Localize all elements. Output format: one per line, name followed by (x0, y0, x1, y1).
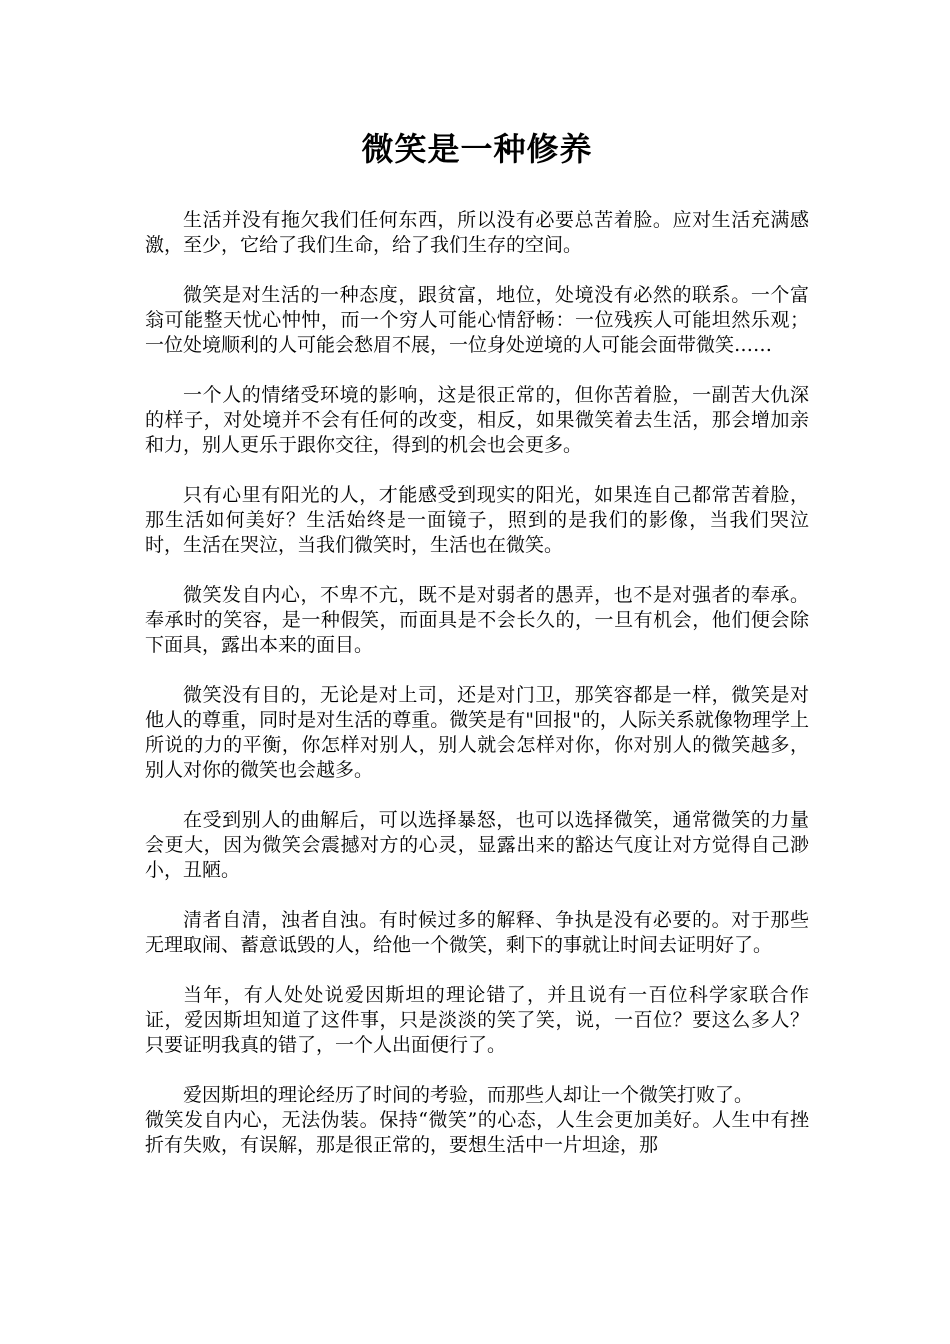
document-title: 微笑是一种修养 (361, 130, 593, 168)
paragraph-8: 清者自清，浊者自浊。有时候过多的解释、争执是没有必要的。对于那些无理取闹、蓄意诋毁的人，给他一个微笑，剩下的事就让时间去证明好了。 (145, 909, 809, 957)
paragraph-4: 只有心里有阳光的人，才能感受到现实的阳光，如果连自己都常苦着脸，那生活如何美好？生活始终是一面镜子，照到的是我们的影像，当我们哭泣时，生活在哭泣，当我们微笑时，生活也在微笑。 (145, 484, 809, 557)
document-page (145, 118, 809, 1158)
paragraph-3: 一个人的情绪受环境的影响，这是很正常的，但你苦着脸，一副苦大仇深的样子，对处境并不会有任何的改变，相反，如果微笑着去生活，那会增加亲和力，别人更乐于跟你交往，得到的机会也会更多。 (145, 384, 809, 457)
paragraph-5: 微笑发自内心，不卑不亢，既不是对弱者的愚弄，也不是对强者的奉承。奉承时的笑容，是一种假笑，而面具是不会长久的，一旦有机会，他们便会除下面具，露出本来的面目。 (145, 584, 809, 657)
paragraph-6: 微笑没有目的，无论是对上司，还是对门卫，那笑容都是一样，微笑是对他人的尊重，同时是对生活的尊重。微笑是有"回报"的，人际关系就像物理学上所说的力的平衡，你怎样对别人，别人就会怎样对你，你对别人的微笑越多，别人对你的微笑也会越多。 (145, 684, 809, 782)
closing-paragraph: 微笑发自内心，无法伪装。保持“微笑”的心态，人生会更加美好。人生中有挫折有失败，有误解，那是很正常的，要想生活中一片坦途，那 (145, 1109, 809, 1157)
paragraph-1: 生活并没有拖欠我们任何东西，所以没有必要总苦着脸。应对生活充满感激，至少，它给了我们生命，给了我们生存的空间。 (145, 209, 809, 257)
paragraph-2: 微笑是对生活的一种态度，跟贫富，地位，处境没有必然的联系。一个富翁可能整天忧心忡忡，而一个穷人可能心情舒畅：一位残疾人可能坦然乐观；一位处境顺利的人可能会愁眉不展，一位身处逆境的人可能会面带微笑…… (145, 284, 809, 357)
paragraph-10: 爱因斯坦的理论经历了时间的考验，而那些人却让一个微笑打败了。 (183, 1084, 754, 1107)
paragraph-7: 在受到别人的曲解后，可以选择暴怒，也可以选择微笑，通常微笑的力量会更大，因为微笑会震撼对方的心灵，显露出来的豁达气度让对方觉得自己渺小，丑陋。 (145, 809, 809, 882)
paragraph-9: 当年，有人处处说爱因斯坦的理论错了，并且说有一百位科学家联合作证，爱因斯坦知道了这件事，只是淡淡的笑了笑，说，一百位？要这么多人？只要证明我真的错了，一个人出面便行了。 (145, 984, 809, 1057)
